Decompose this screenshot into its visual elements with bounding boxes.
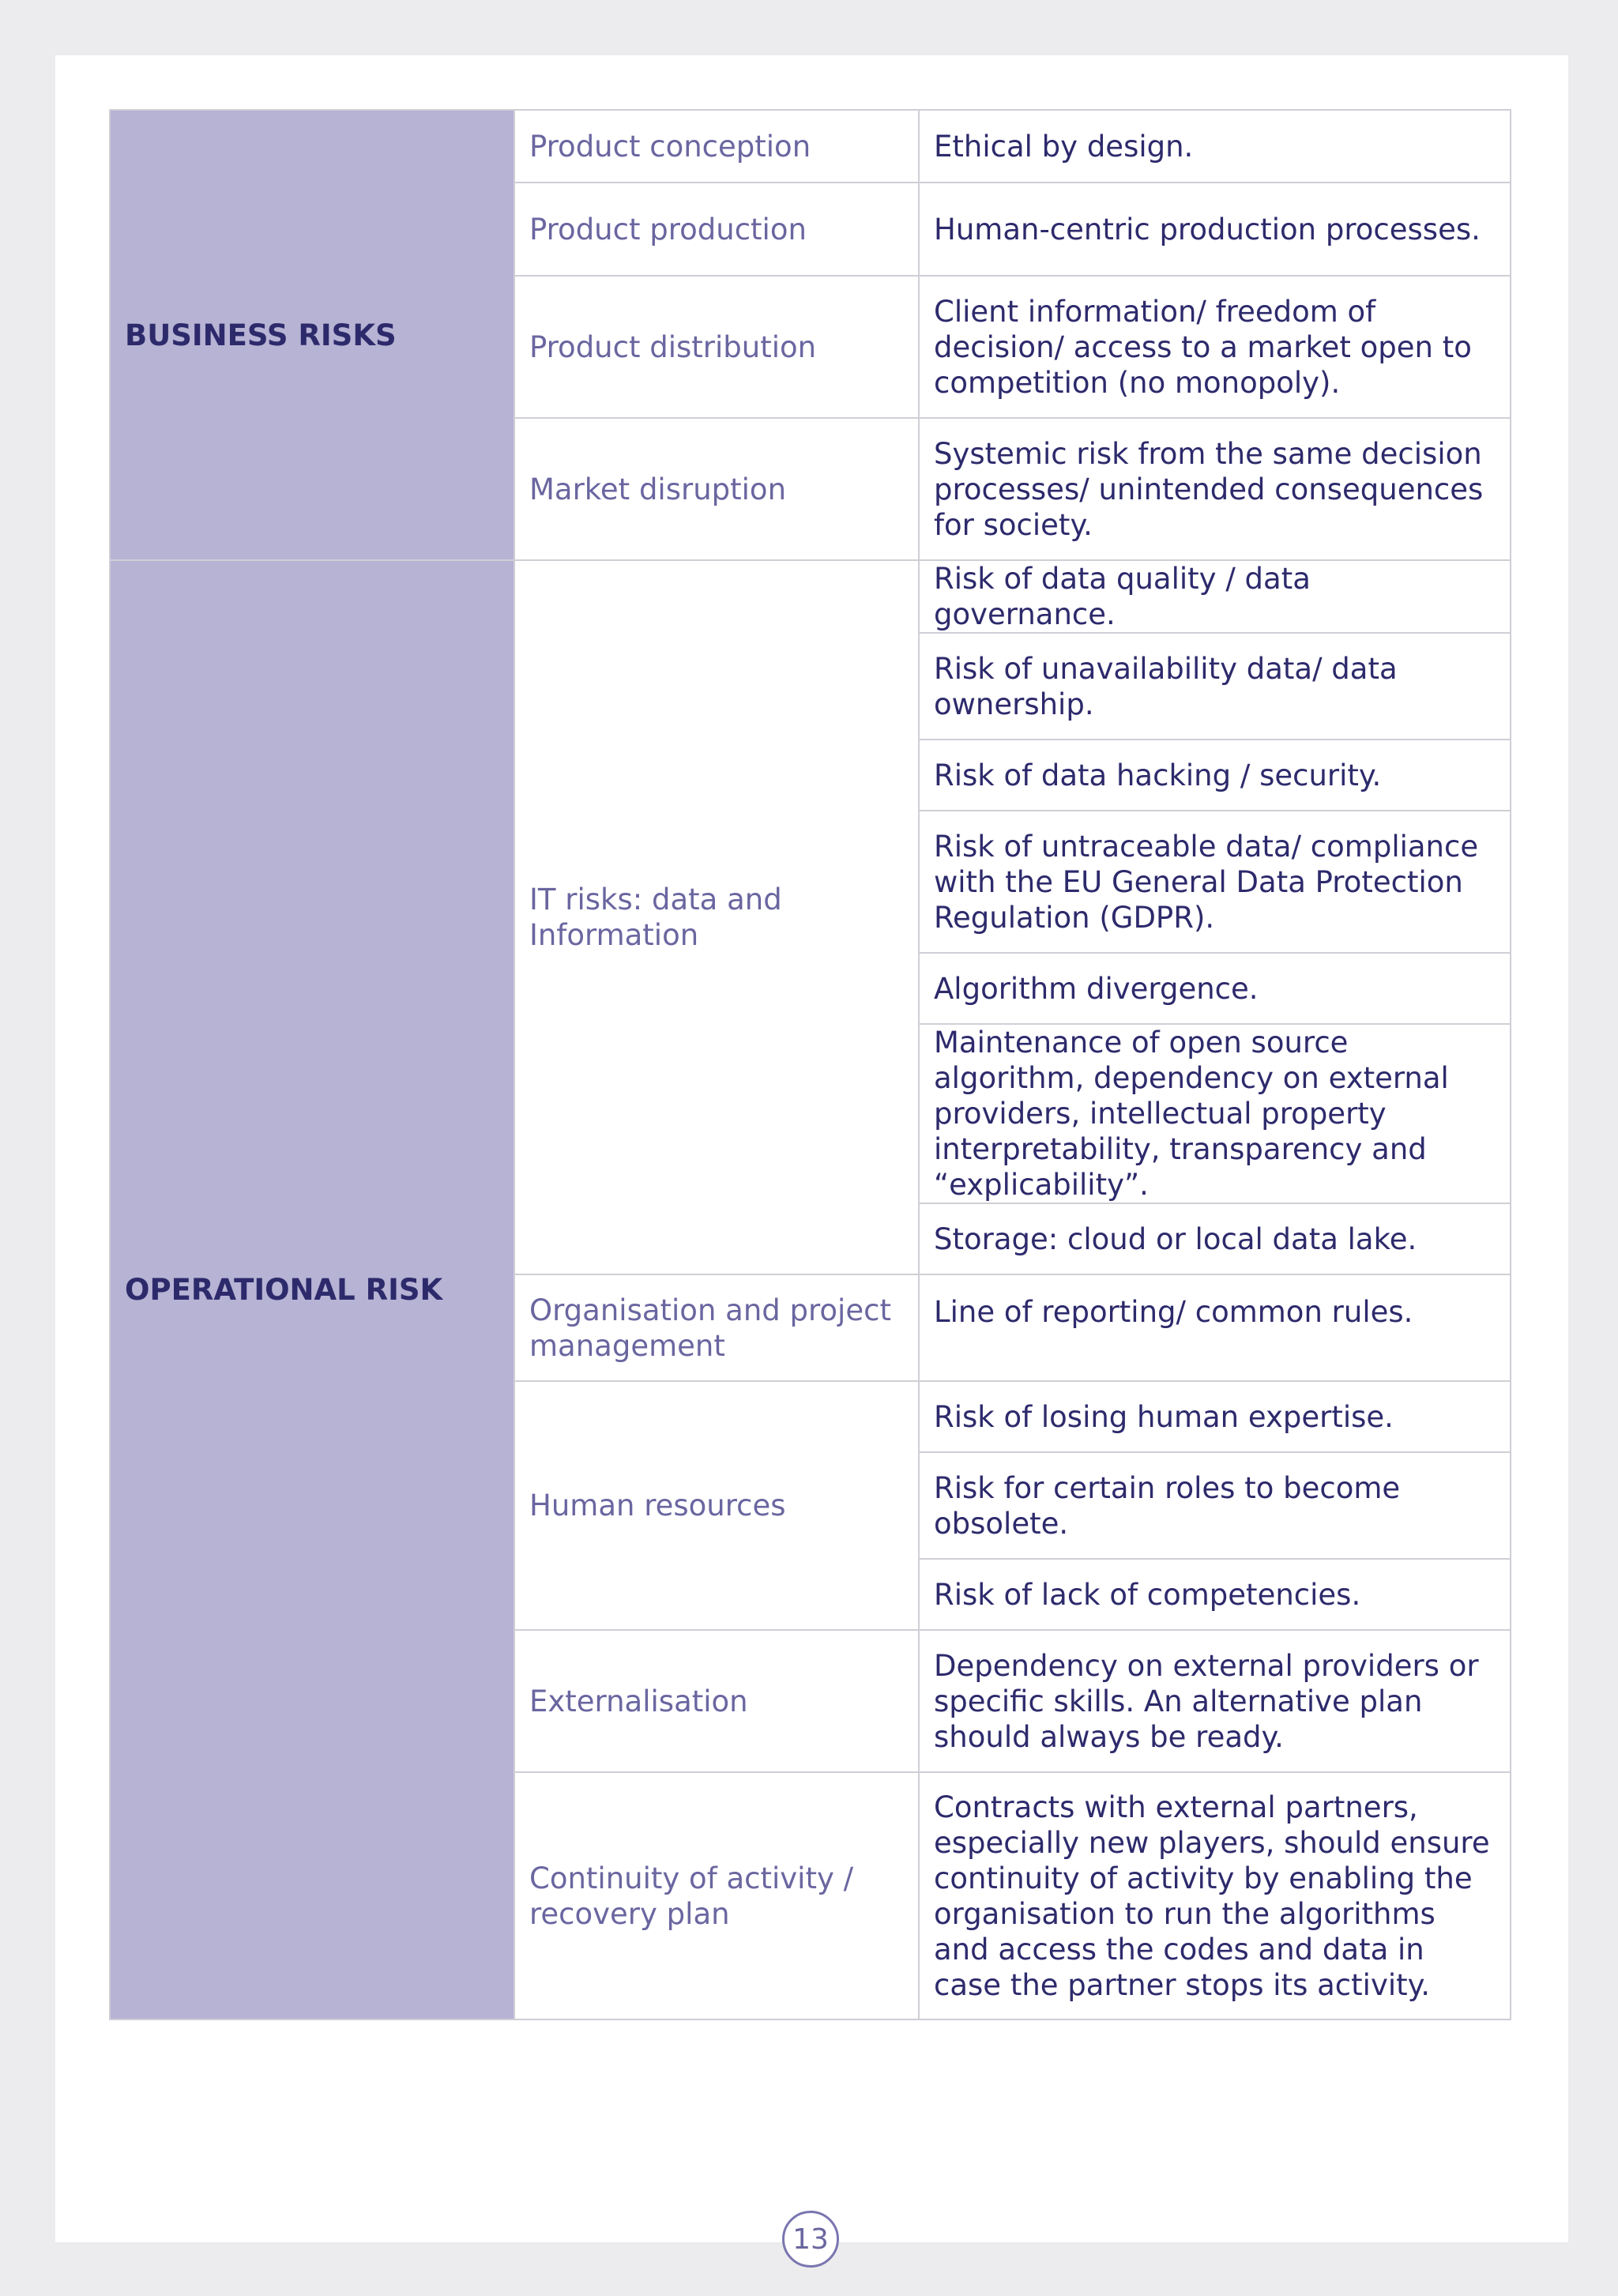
subcategory-cell: IT risks: data and Information — [514, 560, 919, 1274]
table-row — [110, 110, 1511, 183]
description-cell: Line of reporting/ common rules. — [919, 1274, 1511, 1381]
description-cell: Risk of losing human expertise. — [919, 1381, 1511, 1452]
description-cell: Dependency on external providers or specific skills. An alternative plan should always be ready. — [919, 1630, 1511, 1772]
description-cell: Maintenance of open source algorithm, dependency on external providers, intellectual property interpretability, transparency and “explicability”. — [919, 1024, 1511, 1203]
subcategory-cell: Product distribution — [514, 276, 919, 418]
subcategory-cell: Continuity of activity / recovery plan — [514, 1772, 919, 2019]
description-cell: Ethical by design. — [919, 110, 1511, 183]
description-cell: Human-centric production processes. — [919, 183, 1511, 276]
table-row — [110, 560, 1511, 633]
description-cell: Contracts with external partners, especially new players, should ensure continuity of activity by enabling the organisation to run the algorithms and access the codes and data in case the partner stops its activity. — [919, 1772, 1511, 2019]
description-cell: Storage: cloud or local data lake. — [919, 1203, 1511, 1274]
description-cell: Risk of data hacking / security. — [919, 740, 1511, 811]
subcategory-cell: Product production — [514, 183, 919, 276]
description-cell: Algorithm divergence. — [919, 953, 1511, 1024]
description-cell: Client information/ freedom of decision/ access to a market open to competition (no monopoly). — [919, 276, 1511, 418]
description-cell: Risk for certain roles to become obsolete. — [919, 1452, 1511, 1559]
subcategory-cell: Organisation and project management — [514, 1274, 919, 1381]
document-page — [55, 55, 1568, 2242]
subcategory-cell: Human resources — [514, 1381, 919, 1630]
risk-table — [109, 109, 1511, 2020]
description-cell: Risk of unavailability data/ data ownership. — [919, 633, 1511, 740]
category-operational-risk: OPERATIONAL RISK — [110, 560, 514, 2019]
description-cell: Risk of data quality / data governance. — [919, 560, 1511, 633]
description-cell: Risk of lack of competencies. — [919, 1559, 1511, 1630]
subcategory-cell: Market disruption — [514, 418, 919, 560]
page-number: 13 — [782, 2211, 839, 2268]
category-business-risks: BUSINESS RISKS — [110, 110, 514, 560]
subcategory-cell: Externalisation — [514, 1630, 919, 1772]
description-cell: Risk of untraceable data/ compliance with the EU General Data Protection Regulation (GDPR). — [919, 811, 1511, 953]
description-cell: Systemic risk from the same decision processes/ unintended consequences for society. — [919, 418, 1511, 560]
subcategory-cell: Product conception — [514, 110, 919, 183]
